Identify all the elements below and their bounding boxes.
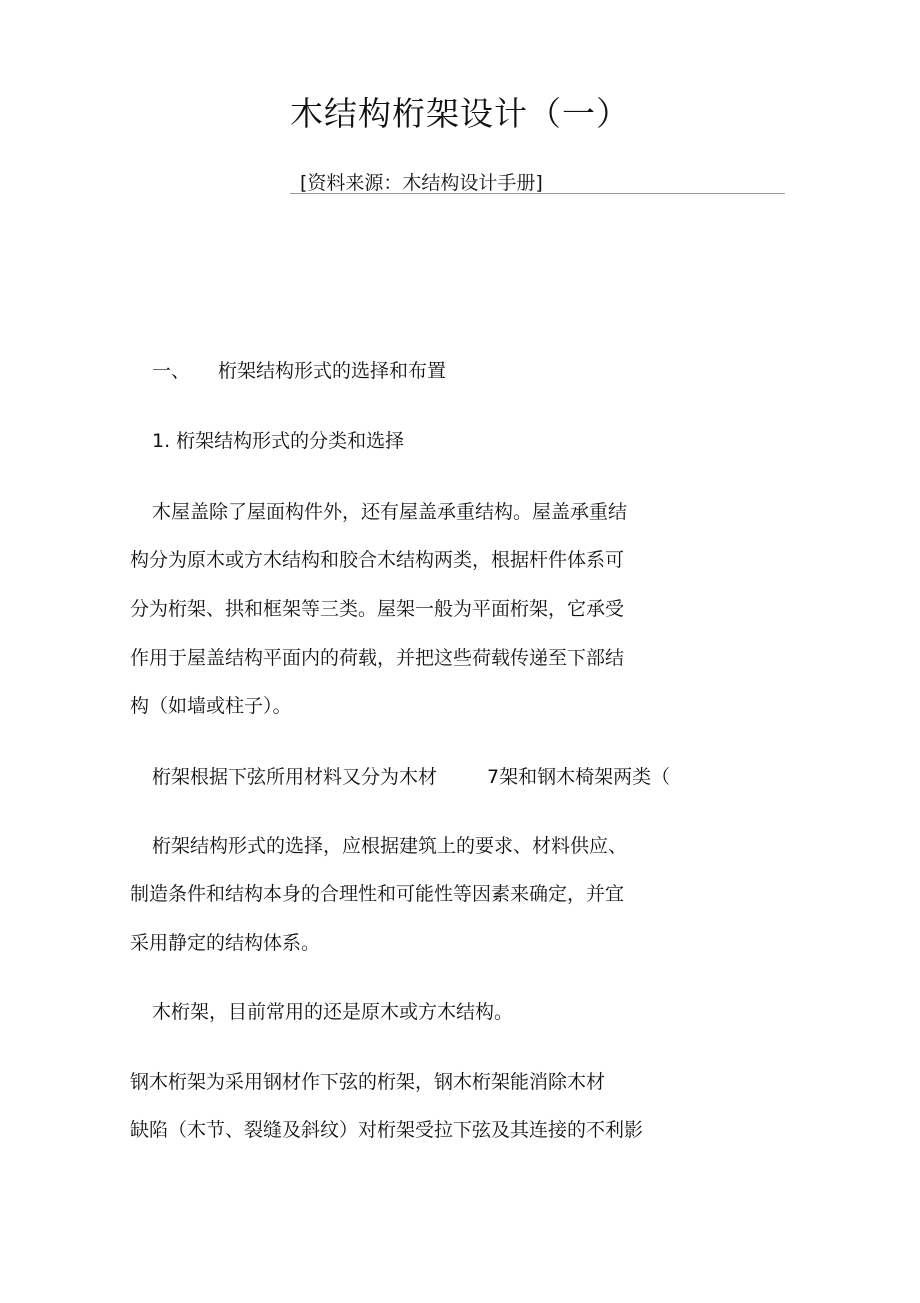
section-number: 一、 bbox=[152, 360, 191, 382]
paragraph-line: 缺陷（木节、裂缝及斜纹）对桁架受拉下弦及其连接的不利影 bbox=[130, 1119, 644, 1141]
paragraph-line: 采用静定的结构体系。 bbox=[130, 932, 321, 954]
subsection-heading: 1. 桁架结构形式的分类和选择 bbox=[152, 430, 405, 452]
paragraph-line: 作用于屋盖结构平面内的荷载，并把这些荷载传递至下部结 bbox=[130, 647, 625, 669]
header-divider bbox=[290, 193, 785, 194]
paragraph-line: 构（如墙或柱子）。 bbox=[130, 695, 292, 717]
paragraph-line: 木桁架，目前常用的还是原木或方木结构。 bbox=[152, 1001, 514, 1023]
section-heading-text: 桁架结构形式的选择和布置 bbox=[218, 360, 447, 382]
paragraph-line: 木屋盖除了屋面构件外，还有屋盖承重结构。屋盖承重结 bbox=[152, 501, 628, 523]
paragraph-line: 钢木桁架为采用钢材作下弦的桁架，钢木桁架能消除木材 bbox=[130, 1071, 606, 1093]
source-note: [资料来源：木结构设计手册] bbox=[300, 172, 543, 194]
document-title: 木结构桁架设计（一） bbox=[290, 94, 630, 133]
paragraph2-part2: 7架和钢木椅架两类（ bbox=[487, 766, 671, 788]
section-heading bbox=[152, 356, 446, 383]
paragraph-line: 桁架结构形式的选择，应根据建筑上的要求、材料供应、 bbox=[152, 835, 628, 857]
paragraph2-part1: 桁架根据下弦所用材料又分为木材 bbox=[152, 766, 438, 788]
paragraph-line: 制造条件和结构本身的合理性和可能性等因素来确定，并宜 bbox=[130, 883, 625, 905]
paragraph-line bbox=[152, 762, 670, 789]
paragraph-line: 分为桁架、拱和框架等三类。屋架一般为平面桁架，它承受 bbox=[130, 598, 625, 620]
paragraph-line: 构分为原木或方木结构和胶合木结构两类，根据杆件体系可 bbox=[130, 549, 625, 571]
